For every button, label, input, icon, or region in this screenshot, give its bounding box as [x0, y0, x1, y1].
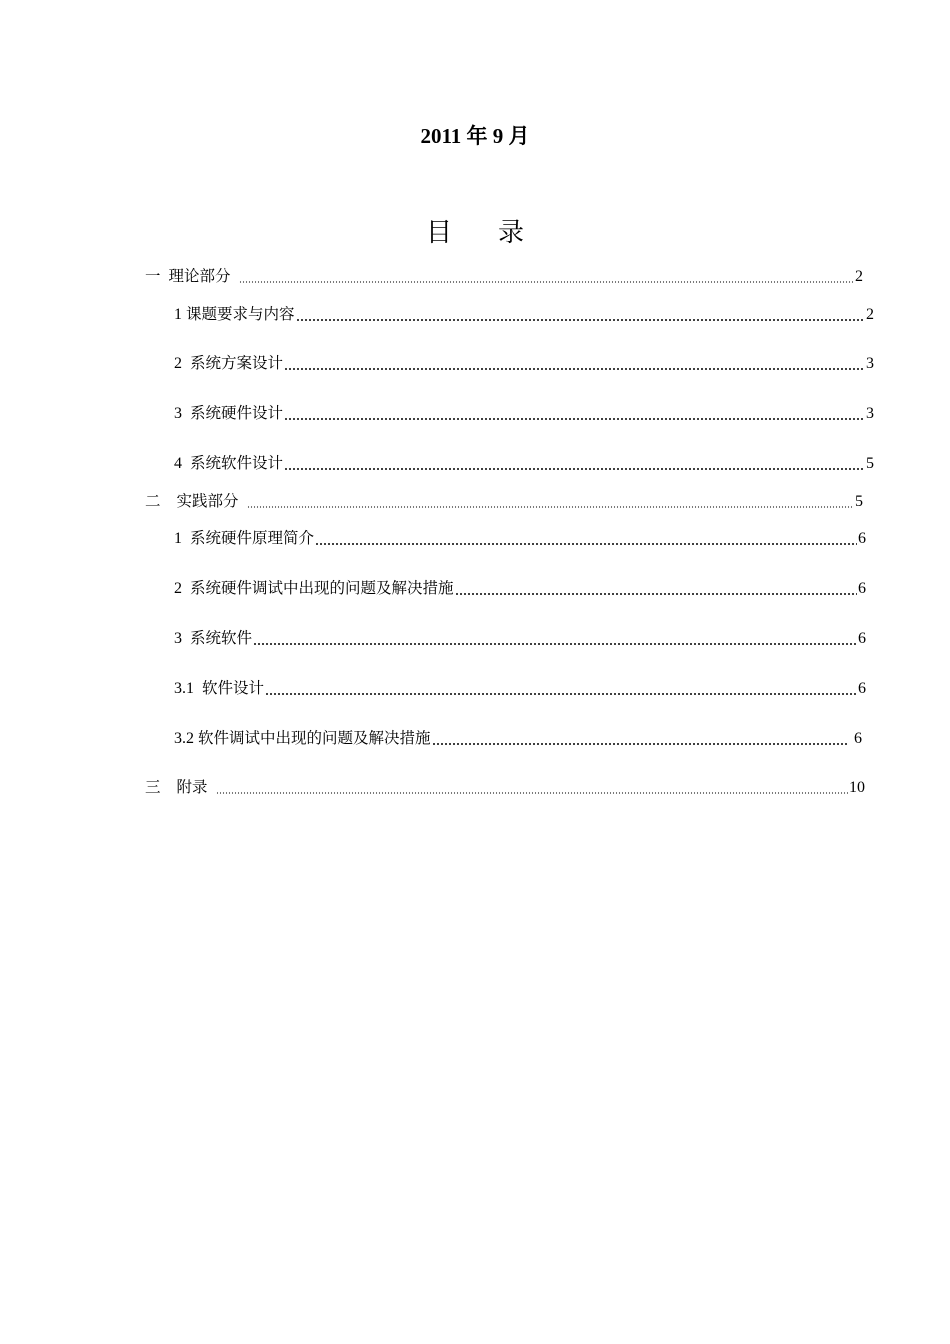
toc-entry-number: 3	[174, 630, 182, 647]
toc-entry-section-1[interactable]	[145, 265, 863, 288]
toc-entry-number: 2	[174, 355, 182, 372]
toc-entry-1-3[interactable]	[174, 402, 874, 425]
toc-title-char-1: 目	[425, 218, 452, 248]
toc-entry-2-3-2[interactable]	[174, 727, 862, 750]
toc-leader-dots	[247, 506, 854, 508]
toc-entry-label: 系统软件	[190, 629, 253, 647]
toc-entry-label: 系统硬件设计	[190, 404, 284, 422]
toc-title-char-2: 录	[498, 218, 525, 248]
toc-leader-dots	[284, 468, 865, 470]
toc-entry-page: 6	[858, 630, 866, 647]
toc-entry-label: 课题要求与内容	[186, 305, 295, 323]
toc-entry-label: 实践部分	[176, 492, 239, 510]
toc-title	[0, 216, 950, 250]
toc-entry-number: 二	[145, 492, 161, 510]
toc-entry-page: 2	[866, 306, 874, 323]
toc-leader-dots	[253, 643, 857, 645]
toc-leader-dots	[315, 543, 857, 545]
toc-entry-page: 5	[866, 455, 874, 472]
toc-entry-number: 3	[174, 405, 182, 422]
toc-entry-label: 系统硬件调试中出现的问题及解决措施	[190, 579, 454, 597]
toc-entry-number: 3.2	[174, 730, 194, 747]
toc-leader-dots	[432, 743, 849, 745]
toc-entry-1-2[interactable]	[174, 352, 874, 375]
toc-leader-dots	[296, 319, 865, 321]
toc-entry-page: 6	[858, 530, 866, 547]
toc-entry-2-2[interactable]	[174, 577, 866, 600]
toc-entry-label: 软件设计	[202, 679, 265, 697]
toc-entry-page: 3	[866, 405, 874, 422]
toc-entry-section-3[interactable]	[145, 776, 865, 799]
toc-entry-label: 软件调试中出现的问题及解决措施	[198, 729, 431, 747]
toc-leader-dots	[216, 792, 848, 794]
toc-leader-dots	[265, 693, 857, 695]
document-date: 2011 年 9 月	[420, 124, 530, 148]
toc-entry-2-3-1[interactable]	[174, 677, 866, 700]
toc-entry-number: 三	[145, 778, 161, 796]
toc-leader-dots	[284, 368, 865, 370]
toc-entry-number: 1	[174, 306, 182, 323]
toc-entry-page: 2	[855, 268, 863, 285]
toc-entry-page: 10	[849, 779, 865, 796]
toc-leader-dots	[284, 418, 865, 420]
toc-entry-label: 系统硬件原理简介	[190, 529, 315, 547]
toc-entry-label: 附录	[176, 778, 208, 796]
toc-leader-dots	[455, 593, 857, 595]
toc-entry-1-4[interactable]	[174, 452, 874, 475]
toc-entry-page: 6	[858, 680, 866, 697]
toc-entry-page: 5	[855, 493, 863, 510]
toc-entry-1-1[interactable]	[174, 303, 874, 326]
toc-entry-2-1[interactable]	[174, 527, 866, 550]
toc-entry-label: 系统软件设计	[190, 454, 284, 472]
toc-leader-dots	[239, 281, 854, 283]
toc-entry-number: 一	[145, 267, 161, 285]
toc-entry-page: 6	[854, 730, 862, 747]
toc-entry-number: 2	[174, 580, 182, 597]
toc-entry-number: 4	[174, 455, 182, 472]
toc-entry-2-3[interactable]	[174, 627, 866, 650]
toc-entry-section-2[interactable]	[145, 490, 863, 513]
toc-entry-number: 3.1	[174, 680, 194, 697]
toc-entry-number: 1	[174, 530, 182, 547]
toc-entry-label: 理论部分	[168, 267, 231, 285]
toc-entry-page: 3	[866, 355, 874, 372]
toc-entry-page: 6	[858, 580, 866, 597]
toc-entry-label: 系统方案设计	[190, 354, 284, 372]
